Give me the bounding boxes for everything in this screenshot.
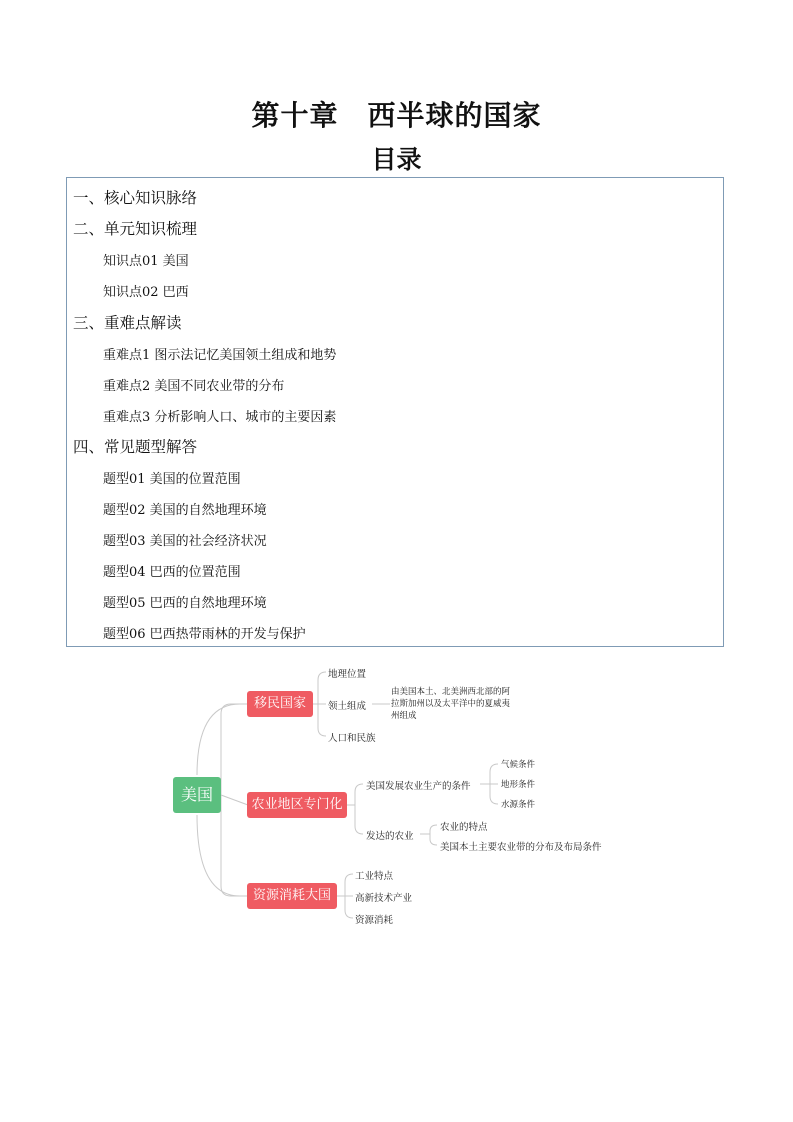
- connector-line: [430, 834, 437, 845]
- leaf-territory-detail: 由美国本土、北美洲西北部的阿拉斯加州以及太平洋中的夏威夷州组成: [391, 687, 511, 721]
- toc-item[interactable]: 题型01 美国的位置范围: [103, 472, 241, 487]
- leaf-terrain: 地形条件: [501, 780, 536, 790]
- leaf-industry: 工业特点: [355, 871, 394, 882]
- mindmap-root-node: 美国: [173, 777, 221, 813]
- leaf-population: 人口和民族: [328, 733, 376, 744]
- branch-resources-node: 资源消耗大国: [247, 883, 337, 909]
- toc-item[interactable]: 一、核心知识脉络: [73, 189, 198, 207]
- connector-line: [337, 874, 353, 896]
- toc-item[interactable]: 知识点01 美国: [103, 254, 189, 269]
- leaf-features: 农业的特点: [440, 822, 488, 833]
- branch-immigration-node: 移民国家: [247, 691, 313, 717]
- connector-line: [347, 784, 363, 805]
- leaf-consumption: 资源消耗: [355, 915, 394, 926]
- leaf-developed: 发达的农业: [366, 831, 414, 842]
- toc-item[interactable]: 重难点3 分析影响人口、城市的主要因素: [103, 410, 337, 425]
- leaf-belts: 美国本土主要农业带的分布及布局条件: [440, 842, 602, 853]
- toc-item[interactable]: 题型04 巴西的位置范围: [103, 565, 241, 580]
- leaf-water: 水源条件: [501, 800, 536, 810]
- toc-item[interactable]: 重难点1 图示法记忆美国领土组成和地势: [103, 348, 337, 363]
- toc-item[interactable]: 重难点2 美国不同农业带的分布: [103, 379, 285, 394]
- toc-item[interactable]: 四、常见题型解答: [73, 438, 198, 456]
- toc-item[interactable]: 三、重难点解读: [73, 314, 182, 332]
- connector-line: [221, 704, 248, 795]
- leaf-climate: 气候条件: [501, 760, 536, 770]
- connector-line: [197, 704, 240, 775]
- connector-line: [490, 784, 498, 804]
- toc-item[interactable]: 知识点02 巴西: [103, 285, 189, 300]
- connector-line: [345, 896, 353, 918]
- connector-line: [318, 704, 326, 736]
- connector-line: [221, 795, 248, 896]
- toc-item[interactable]: 二、单元知识梳理: [73, 220, 198, 238]
- toc-heading: 目录: [371, 145, 422, 174]
- page-title: 第十章 西半球的国家: [251, 99, 542, 132]
- toc-item[interactable]: 题型05 巴西的自然地理环境: [103, 596, 267, 611]
- toc-item[interactable]: 题型02 美国的自然地理环境: [103, 503, 267, 518]
- connector-line: [355, 805, 363, 834]
- leaf-conditions: 美国发展农业生产的条件: [366, 781, 471, 792]
- branch-agriculture-node: 农业地区专门化: [247, 792, 347, 818]
- leaf-hightech: 高新技术产业: [355, 893, 413, 904]
- connector-line: [313, 672, 326, 704]
- connector-line: [221, 795, 248, 805]
- leaf-location: 地理位置: [328, 669, 367, 680]
- connector-line: [197, 815, 240, 896]
- toc-item[interactable]: 题型06 巴西热带雨林的开发与保护: [103, 627, 306, 642]
- connector-line: [480, 764, 498, 784]
- toc-item[interactable]: 题型03 美国的社会经济状况: [103, 534, 267, 549]
- leaf-territory: 领土组成: [328, 701, 367, 712]
- connector-line: [420, 825, 437, 834]
